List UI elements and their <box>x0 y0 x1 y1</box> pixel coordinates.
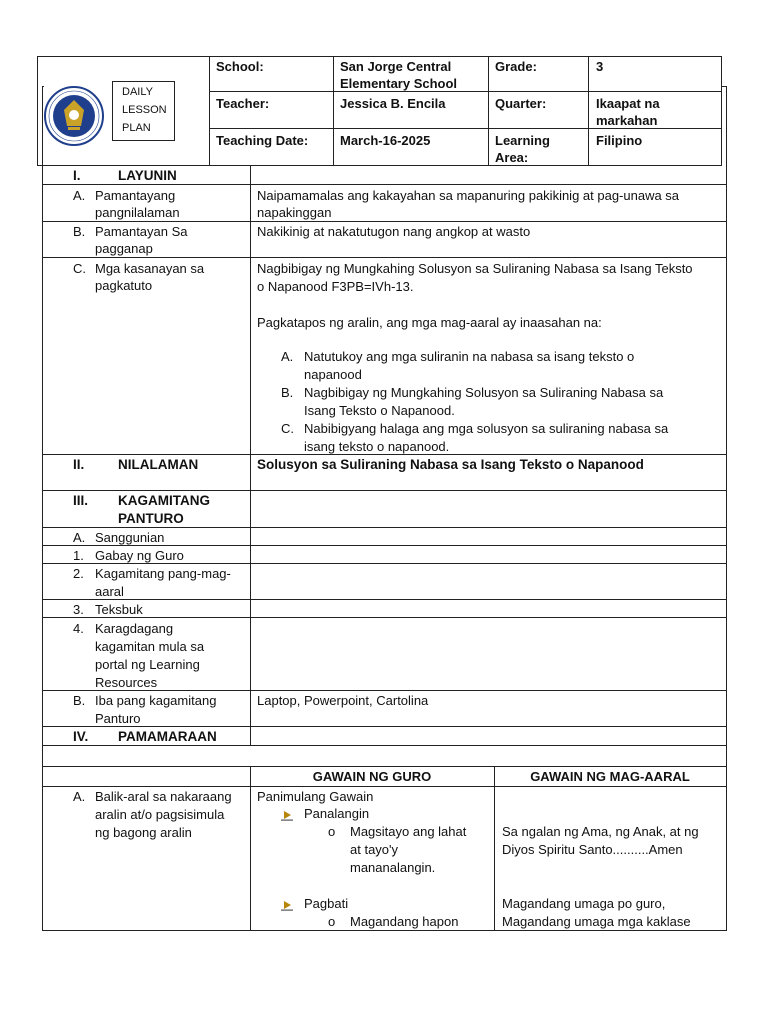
school-label: School: <box>216 59 264 74</box>
sec1-a-label-1: Pamantayang <box>95 188 176 203</box>
sec4-a-label-3: ng bagong aralin <box>95 825 192 840</box>
teacher-label: Teacher: <box>216 96 270 111</box>
sec1-b-label-1: Pamantayan Sa <box>95 224 188 239</box>
sec3-num: III. <box>73 493 89 508</box>
sec3-title-2: PANTURO <box>118 511 184 526</box>
sec3-n4-label-3: portal ng Learning <box>95 657 200 672</box>
col-gawain-ng-mag-aaral: GAWAIN NG MAG-AARAL <box>530 769 690 784</box>
quarter-value-line1: Ikaapat na <box>596 96 660 111</box>
sec4-a-letter: A. <box>73 789 86 804</box>
quarter-label: Quarter: <box>495 96 547 111</box>
sec4-num: IV. <box>73 729 89 744</box>
learning-area-value: Filipino <box>596 133 643 148</box>
quarter-value-line2: markahan <box>596 113 658 128</box>
sec3-b-label-2: Panturo <box>95 711 141 726</box>
col-gawain-ng-guro: GAWAIN NG GURO <box>312 769 432 784</box>
sec3-title-1: KAGAMITANG <box>118 493 210 508</box>
sec1-c-letter: C. <box>73 261 86 276</box>
sec2-value: Solusyon sa Suliraning Nabasa sa Isang Teksto o Napanood <box>257 457 644 472</box>
student-prayer-line1: Sa ngalan ng Ama, ng Anak, at ng <box>502 824 699 839</box>
plan-label: PLAN <box>122 122 151 134</box>
objective-c-line2: isang teksto o napanood. <box>304 439 450 454</box>
sec1-a-letter: A. <box>73 188 86 203</box>
sec3-b-letter: B. <box>73 693 86 708</box>
objective-a-letter: A. <box>281 349 294 364</box>
sec1-b-letter: B. <box>73 224 86 239</box>
sec1-title: LAYUNIN <box>118 168 177 183</box>
objective-b-letter: B. <box>281 385 294 400</box>
teaching-date-label: Teaching Date: <box>216 133 309 148</box>
learning-area-label-line1: Learning <box>495 133 550 148</box>
objective-b-line2: Isang Teksto o Napanood. <box>304 403 455 418</box>
sec1-c-value-1: Nagbibigay ng Mungkahing Solusyon sa Suliraning Nabasa sa Isang Teksto <box>257 261 693 276</box>
sec3-n2-label-2: aaral <box>95 584 124 599</box>
magsitayo-line1: Magsitayo ang lahat <box>350 824 467 839</box>
sec1-a-value-1: Naipamamalas ang kakayahan sa mapanuring pakikinig at pag-unawa sa <box>257 188 680 203</box>
sec4-title: PAMAMARAAN <box>118 729 217 744</box>
objective-a-line1: Natutukoy ang mga suliranin na nabasa sa isang teksto o <box>304 349 635 364</box>
sec1-c-label-1: Mga kasanayan sa <box>95 261 205 276</box>
lesson-label: LESSON <box>122 104 167 116</box>
panimulang-gawain: Panimulang Gawain <box>257 789 374 804</box>
sec3-n1: 1. <box>73 548 84 563</box>
sec1-a-label-2: pangnilalaman <box>95 205 180 220</box>
school-value-line2: Elementary School <box>340 76 458 91</box>
student-greet-line2: Magandang umaga mga kaklase <box>502 914 691 929</box>
sec4-a-label-1: Balik-aral sa nakaraang <box>95 789 232 804</box>
student-prayer-line2: Diyos Spiritu Santo..........Amen <box>502 842 683 857</box>
arrow-bullet-icon <box>281 808 293 820</box>
sec3-b-label-1: Iba pang kagamitang <box>95 693 217 708</box>
circle-bullet-icon: o <box>328 824 336 839</box>
circle-bullet-icon: o <box>328 914 336 929</box>
sec1-c-label-2: pagkatuto <box>95 278 153 293</box>
sec3-n3-label: Teksbuk <box>95 602 143 617</box>
daily-label: DAILY <box>122 86 153 98</box>
grade-label: Grade: <box>495 59 537 74</box>
sec3-n4-label-2: kagamitan mula sa <box>95 639 205 654</box>
sec3-n3: 3. <box>73 602 84 617</box>
sec3-n4: 4. <box>73 621 84 636</box>
sec1-c-value-2: o Napanood F3PB=IVh-13. <box>257 279 414 294</box>
magsitayo-line2: at tayo'y <box>350 842 399 857</box>
objective-c-line1: Nabibigyang halaga ang mga solusyon sa suliraning nabasa sa <box>304 421 669 436</box>
panalangin: Panalangin <box>304 806 370 821</box>
school-value-line1: San Jorge Central <box>340 59 452 74</box>
sec2-num: II. <box>73 457 85 472</box>
objective-a-line2: napanood <box>304 367 362 382</box>
sec1-b-value: Nakikinig at nakatutugon nang angkop at wasto <box>257 224 531 239</box>
learning-area-label-line2: Area: <box>495 150 529 165</box>
sec1-c-intro: Pagkatapos ng aralin, ang mga mag-aaral ay inaasahan na: <box>257 315 602 330</box>
teaching-date-value: March-16-2025 <box>340 133 431 148</box>
sec3-a-label: Sanggunian <box>95 530 165 545</box>
sec3-n2-label-1: Kagamitang pang-mag- <box>95 566 231 581</box>
arrow-bullet-icon <box>281 898 293 910</box>
magandang-hapon: Magandang hapon <box>350 914 459 929</box>
sec3-n2: 2. <box>73 566 84 581</box>
sec3-n4-label-1: Karagdagang <box>95 621 174 636</box>
sec1-a-value-2: napakinggan <box>257 205 332 220</box>
pagbati: Pagbati <box>304 896 349 911</box>
sec3-b-value: Laptop, Powerpoint, Cartolina <box>257 693 429 708</box>
magsitayo-line3: mananalangin. <box>350 860 436 875</box>
student-greet-line1: Magandang umaga po guro, <box>502 896 666 911</box>
sec3-a-letter: A. <box>73 530 86 545</box>
objective-b-line1: Nagbibigay ng Mungkahing Solusyon sa Suliraning Nabasa sa <box>304 385 664 400</box>
teacher-value: Jessica B. Encila <box>340 96 446 111</box>
sec1-b-label-2: pagganap <box>95 241 153 256</box>
deped-seal-logo <box>44 86 104 146</box>
sec2-title: NILALAMAN <box>118 457 199 472</box>
sec1-num: I. <box>73 168 81 183</box>
sec4-a-label-2: aralin at/o pagsisimula <box>95 807 225 822</box>
grade-value: 3 <box>596 59 604 74</box>
sec3-n4-label-4: Resources <box>95 675 158 690</box>
objective-c-letter: C. <box>281 421 294 436</box>
sec3-n1-label: Gabay ng Guro <box>95 548 184 563</box>
